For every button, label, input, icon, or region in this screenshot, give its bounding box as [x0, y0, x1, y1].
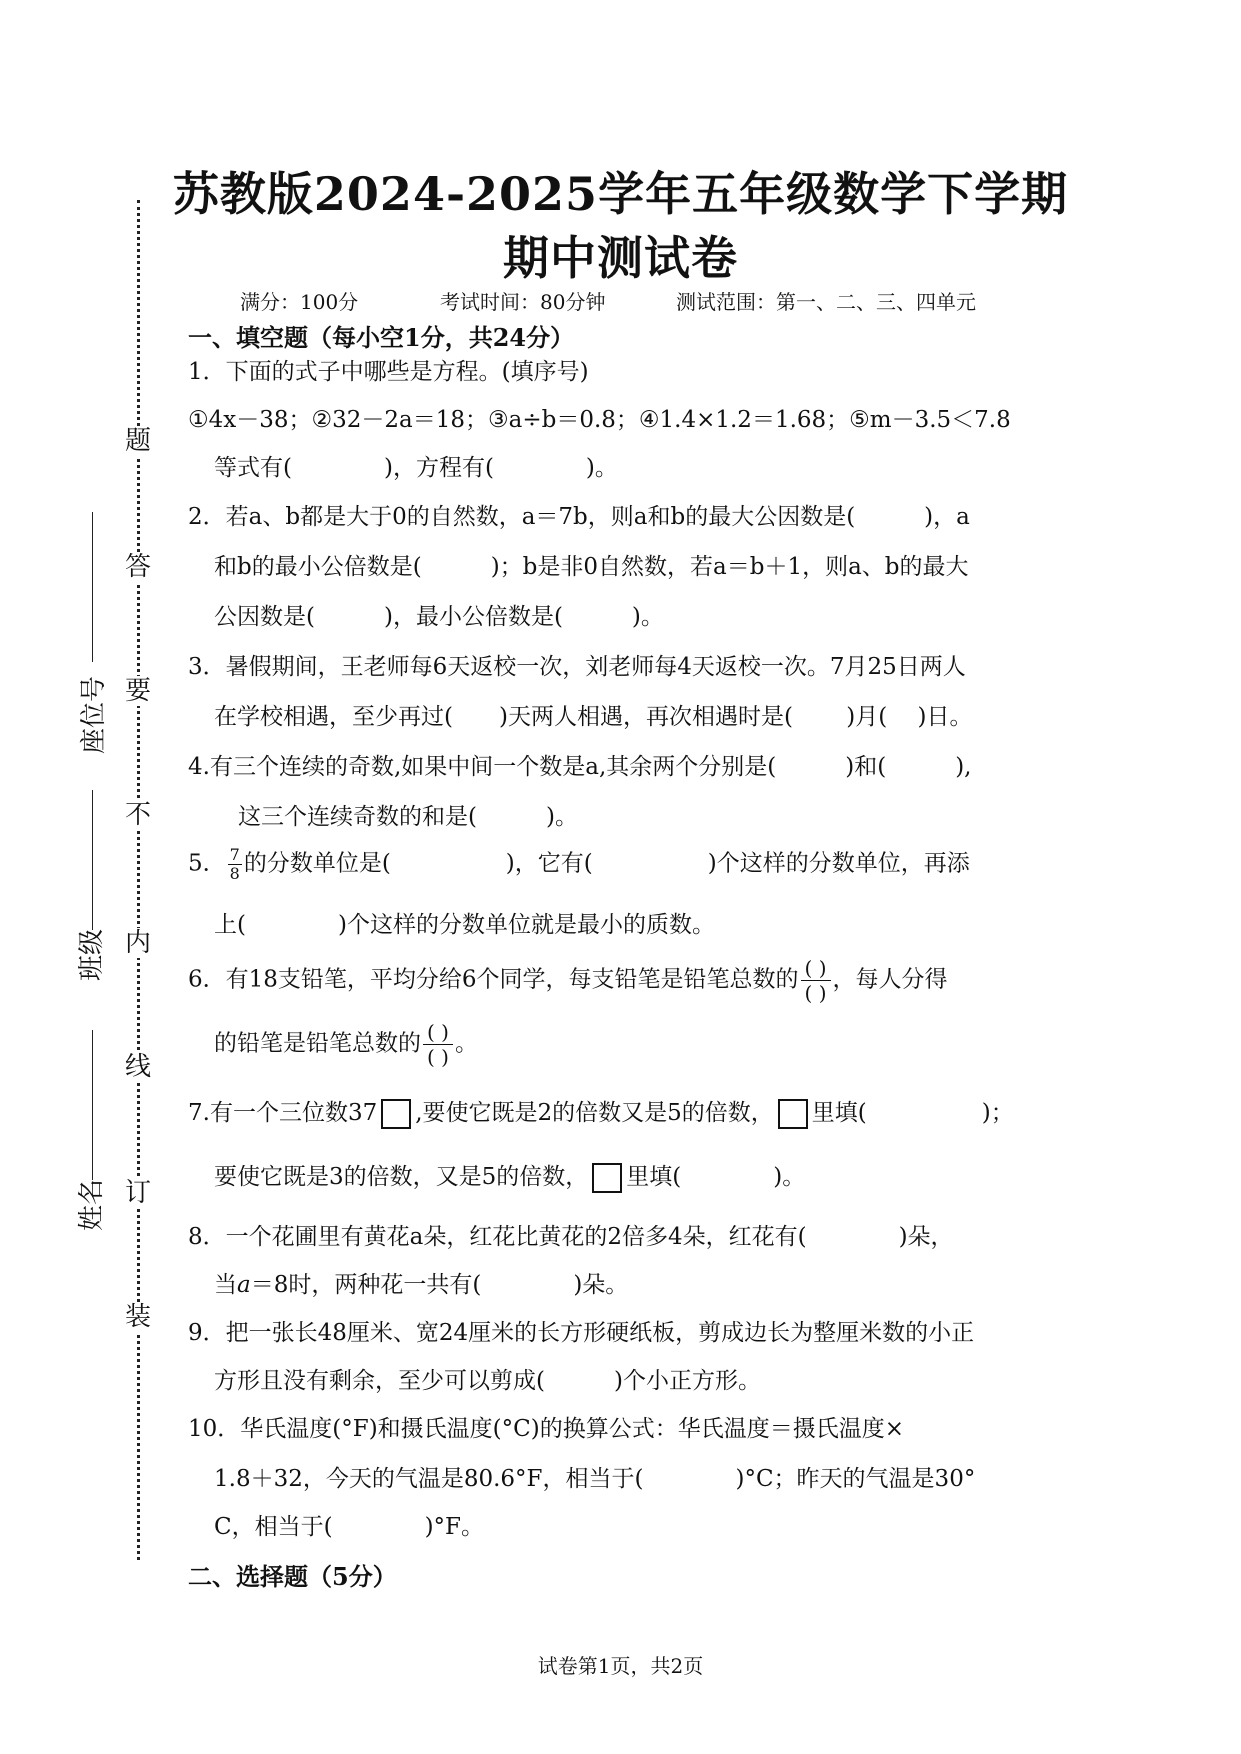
q1-line2: ①4x－38；②32－2a＝18；③a÷b＝0.8；④1.4×1.2＝1.68；⑤m－3.5＜7.8 — [188, 407, 1011, 433]
q7-digit-box-3 — [592, 1163, 622, 1193]
margin-char-2: 答 — [124, 552, 151, 582]
class-line — [92, 790, 93, 930]
q5-fraction — [228, 846, 242, 883]
q5-line2: 上( )个这样的分数单位就是最小的质数。 — [214, 912, 715, 938]
q7-line1c: 里填( )； — [811, 1100, 1014, 1126]
q3-line2: 在学校相遇，至少再过( )天两人相遇，再次相遇时是( )月( )日。 — [214, 704, 973, 730]
q2-line1: 2．若a、b都是大于0的自然数，a＝7b，则a和b的最大公因数是( )，a — [188, 504, 970, 530]
margin-char-1: 题 — [124, 426, 151, 456]
q6-line2-tail: 。 — [454, 1030, 478, 1057]
q6-line1 — [188, 956, 948, 1005]
q8-line2a: 当 — [214, 1272, 237, 1298]
exam-title-line1: 苏教版2024-2025学年五年级数学下学期 — [172, 167, 1069, 221]
q6-line2 — [214, 1020, 478, 1069]
class-label: 班级 — [77, 929, 107, 982]
test-scope: 测试范围：第一、二、三、四单元 — [676, 290, 976, 314]
binding-dotted-line — [137, 200, 140, 1560]
q6-frac1-num: ( ) — [801, 956, 831, 981]
q7-line2b: 里填( )。 — [626, 1164, 806, 1190]
q5-fraction-denominator: 8 — [229, 864, 240, 883]
q7-line2a: 要使它既是3的倍数，又是5的倍数， — [214, 1164, 589, 1190]
q7-line1b: ,要使它既是2的倍数又是5的倍数， — [415, 1100, 774, 1126]
q2-line3: 公因数是( )，最小公倍数是( )。 — [214, 604, 664, 630]
q4-line1: 4.有三个连续的奇数,如果中间一个数是a,其余两个分别是( )和( ), — [188, 754, 972, 780]
name-line — [92, 1030, 93, 1180]
margin-char-6: 线 — [124, 1052, 151, 1082]
q10-line3: C，相当于( )°F。 — [214, 1514, 485, 1540]
q9-line1: 9．把一张长48厘米、宽24厘米的长方形硬纸板，剪成边长为整厘米数的小正 — [188, 1320, 975, 1346]
section1-heading: 一、填空题（每小空1分，共24分） — [188, 323, 575, 352]
q6-fraction-2 — [423, 1020, 453, 1069]
q9-line2: 方形且没有剩余，至少可以剪成( )个小正方形。 — [214, 1368, 761, 1394]
q6-line2-text: 的铅笔是铅笔总数的 — [214, 1030, 421, 1057]
seat-number-line — [92, 512, 93, 662]
q10-line1: 10．华氏温度(°F)和摄氏温度(°C)的换算公式：华氏温度＝摄氏温度× — [188, 1416, 904, 1442]
q1-line1: 1．下面的式子中哪些是方程。(填序号) — [188, 359, 589, 385]
q8-line2b: ＝8时，两种花一共有( )朵。 — [250, 1272, 629, 1298]
q3-line1: 3．暑假期间，王老师每6天返校一次，刘老师每4天返校一次。7月25日两人 — [188, 654, 966, 680]
q6-frac1-den: ( ) — [804, 981, 827, 1005]
q7-line2 — [214, 1162, 805, 1193]
q7-line1 — [188, 1098, 1014, 1129]
q10-line2: 1.8＋32，今天的气温是80.6°F，相当于( )°C；昨天的气温是30° — [214, 1466, 976, 1492]
q6-frac2-num: ( ) — [423, 1020, 453, 1045]
q5-line1 — [188, 846, 970, 883]
q8-line1: 8．一个花圃里有黄花a朵，红花比黄花的2倍多4朵，红花有( )朵， — [188, 1224, 954, 1250]
q2-line2: 和b的最小公倍数是( )；b是非0自然数，若a＝b＋1，则a、b的最大 — [214, 554, 969, 580]
q6-line1-text: 6．有18支铅笔，平均分给6个同学，每支铅笔是铅笔总数的 — [188, 966, 799, 993]
q1-line3: 等式有( )，方程有( )。 — [214, 455, 618, 481]
name-label: 姓名 — [77, 1179, 107, 1232]
page-footer: 试卷第1页，共2页 — [537, 1654, 704, 1678]
q7-digit-box-2 — [778, 1099, 808, 1129]
margin-char-8: 装 — [124, 1302, 151, 1332]
section2-heading: 二、选择题（5分） — [188, 1562, 397, 1591]
q8-line2 — [214, 1270, 628, 1300]
q5-prefix: 5． — [188, 850, 226, 877]
q6-fraction-1 — [801, 956, 831, 1005]
seat-number-label: 座位号 — [79, 676, 109, 755]
q6-line1-tail: ，每人分得 — [832, 966, 948, 993]
q5-fraction-numerator: 7 — [229, 845, 240, 864]
margin-char-7: 订 — [124, 1178, 151, 1208]
margin-char-3: 要 — [124, 676, 151, 706]
q7-line1a: 7.有一个三位数37 — [188, 1100, 378, 1126]
margin-char-4: 不 — [124, 800, 151, 830]
q8-variable-a: a — [237, 1272, 251, 1298]
q7-digit-box-1 — [381, 1099, 411, 1129]
full-score: 满分：100分 — [240, 290, 359, 314]
q5-line1-rest: 的分数单位是( )，它有( )个这样的分数单位，再添 — [243, 850, 970, 877]
exam-time: 考试时间：80分钟 — [440, 290, 606, 314]
margin-char-5: 内 — [124, 928, 151, 958]
exam-title-line2: 期中测试卷 — [503, 231, 738, 285]
q4-line2: 这三个连续奇数的和是( )。 — [238, 804, 578, 830]
q6-frac2-den: ( ) — [427, 1045, 449, 1069]
